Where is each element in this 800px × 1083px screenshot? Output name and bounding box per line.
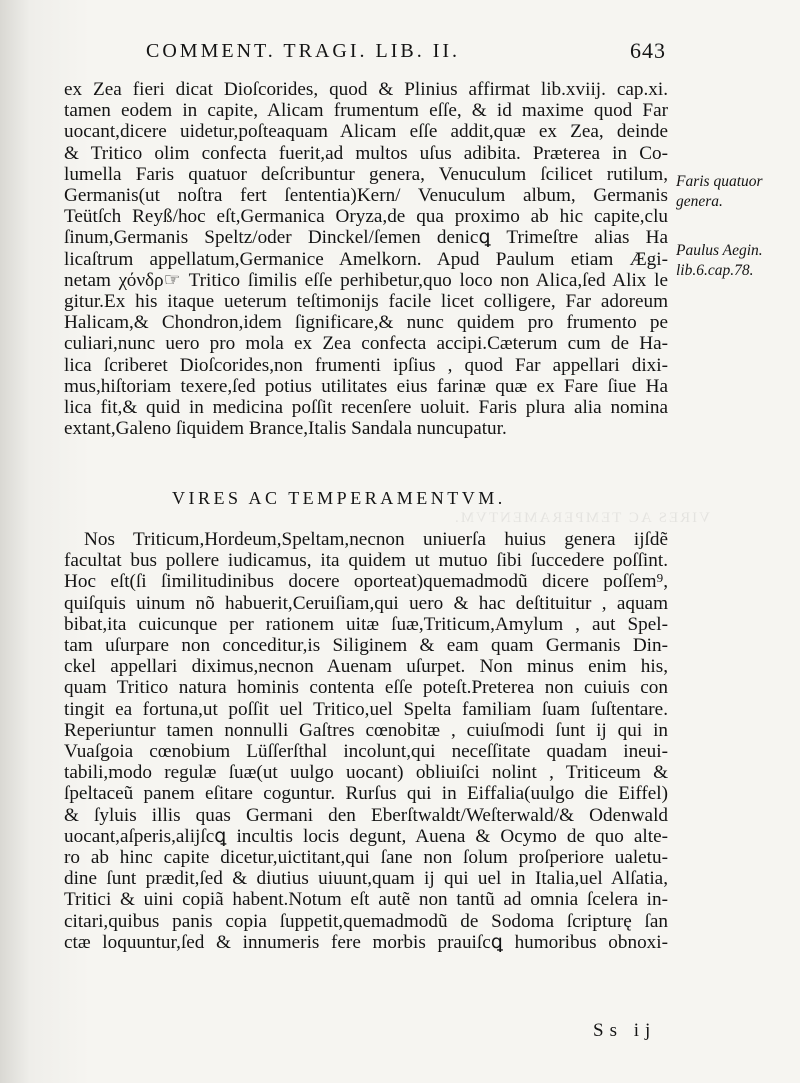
text-line: lumella Faris quatuor deſcribuntur genera, Venuculum ſcilicet rutilum, bbox=[64, 163, 668, 185]
text-line: mus,hiſtoriam texere,ſed potius utilitates eius farinæ quæ ex Fare ſiue Ha bbox=[64, 375, 668, 397]
section-heading: VIRES AC TEMPERAMENTVM. bbox=[172, 488, 506, 508]
text-line: licaſtrum appellatum,Germanice Amelkorn. Apud Paulum etiam Ægi- bbox=[64, 248, 668, 270]
text-line: ckel appellari diximus,necnon Auenam uſurpet. Non minus enim his, bbox=[64, 656, 668, 678]
text-line: & ſyluis illis quas Germani den Eberſtwaldt/Weſterwald/& Odenwald bbox=[64, 804, 668, 826]
text-line: uocant,dicere uidetur,poſteaquam Alicam eſſe addit,quæ ex Zea, deinde bbox=[64, 121, 668, 143]
text-line: dine ſunt prædit,ſed & diutius uiuunt,quam ij qui uel in Italia,uel Alſatia, bbox=[64, 868, 668, 890]
text-line: ſinum,Germanis Speltz/oder Dinckel/ſemen denicꝗ Trimeſtre alias Ha bbox=[64, 227, 668, 249]
catchword-signature: Ss ij bbox=[593, 1020, 657, 1041]
text-line: Halicam,& Chondron,idem ſignificare,& nunc quidem pro frumento pe bbox=[64, 312, 668, 334]
bleed-through-shadow: VIRES AC TEMPERAMENTVM. bbox=[453, 510, 710, 526]
margin-note-line: Paulus Aegin. bbox=[676, 242, 763, 259]
text-line: citari,quibus panis copia ſuppetit,quemadmodũ de Sodoma ſcripturę ſan bbox=[64, 910, 668, 932]
text-line: quiſquis uinum nõ habuerit,Ceruiſiam,qui uero & hac deſtituitur , aquam bbox=[64, 592, 668, 614]
text-line: gitur.Ex his itaque ueterum teſtimonijs facile licet colligere, Far adoreum bbox=[64, 291, 668, 313]
text-line: bibat,ita cuicunque per rationem uitæ ſuæ,Triticum,Amylum , aut Spel- bbox=[64, 613, 668, 635]
margin-note-line: Faris quatuor bbox=[676, 173, 763, 190]
text-line: culiari,nunc uero pro mola ex Zea confecta accipi.Cæterum cum de Ha- bbox=[64, 333, 668, 355]
margin-note-paulus bbox=[676, 241, 796, 281]
margin-note-line: genera. bbox=[676, 193, 723, 210]
running-header bbox=[146, 40, 666, 70]
text-line: ſpeltaceũ panem eſitare coguntur. Rurſus qui in Eiffalia(uulgo die Eiffel) bbox=[64, 783, 668, 805]
text-line: facultat bus pollere iudicamus, ita quidem ut mutuo ſibi ſuccedere poſſint. bbox=[64, 550, 668, 572]
text-line: Germanis(ut noſtra fert ſententia)Kern/ Venuculum album, Germanis bbox=[64, 185, 668, 207]
page-number: 643 bbox=[630, 38, 666, 63]
text-line: lica ſcriberet Dioſcorides,non frumenti ipſius , quod Far appellari dixi- bbox=[64, 354, 668, 376]
text-line: Teütſch Reyß/hoc eſt,Germanica Oryza,de qua proximo ab hic capite,clu bbox=[64, 206, 668, 228]
text-line: & Tritico olim confecta fuerit,ad multos uſus adibita. Præterea in Co- bbox=[64, 142, 668, 164]
text-line: netam χόνδρ☞ Tritico ſimilis eſſe perhibetur,quo loco non Alica,ſed Alix le bbox=[64, 269, 668, 291]
text-line: ex Zea fieri dicat Dioſcorides, quod & Plinius affirmat lib.xviij. cap.xi. bbox=[64, 79, 668, 100]
margin-note-faris bbox=[676, 172, 796, 212]
paragraph-1 bbox=[64, 79, 668, 439]
text-line: Tritici & uini copiã habent.Notum eſt autẽ non tantũ ad omnia ſcelera in- bbox=[64, 889, 668, 911]
paragraph-2 bbox=[64, 529, 668, 953]
margin-note-line: lib.6.cap.78. bbox=[676, 262, 754, 279]
text-line: tabili,modo regulæ ſuæ(ut uulgo uocant) obliuiſci nolint , Triticeum & bbox=[64, 762, 668, 784]
text-line: ctæ loquuntur,ſed & innumeris fere morbis prauiſcꝗ humoribus obnoxi- bbox=[64, 931, 668, 953]
text-line: quam Tritico natura hominis contenta eſſe poteſt.Preterea non cuiuis con bbox=[64, 677, 668, 699]
text-line: uocant,aſperis,alijſcꝗ incultis locis degunt, Auena & Ocymo de quo alte- bbox=[64, 825, 668, 847]
text-line: extant,Galeno ſiquidem Brance,Italis Sandala nuncupatur. bbox=[64, 418, 507, 440]
text-line: tingit ea fortuna,ut poſſit uel Tritico,uel Spelta familiam ſuam ſuſtentare. bbox=[64, 698, 668, 720]
text-line: lica fit,& quid in medicina poſſit recenſere uoluit. Faris plura alia nomina bbox=[64, 397, 668, 419]
text-line: tamen eodem in capite, Alicam frumentum eſſe, & id maxime quod Far bbox=[64, 100, 668, 122]
text-line: Reperiuntur tamen nonnulli Gaſtres cœnobitæ , cuiuſmodi ſunt ij qui in bbox=[64, 719, 668, 741]
text-line: ro ab hinc capite dicetur,uictitant,qui ſane non ſolum proſperiore ualetu- bbox=[64, 847, 668, 869]
text-line: Vuaſgoia cœnobium Lüſſerſthal incolunt,qui neceſſitate quadam ineui- bbox=[64, 741, 668, 763]
text-line: tam uſurpare non conceditur,is Siliginem & eam quam Germanis Din- bbox=[64, 635, 668, 657]
text-line: Nos Triticum,Hordeum,Speltam,necnon uniuerſa huius genera ijſdẽ bbox=[84, 529, 668, 550]
running-title: COMMENT. TRAGI. LIB. II. bbox=[146, 40, 461, 62]
text-line: Hoc eſt(ſi ſimilitudinibus docere oporteat)quemadmodũ dicere poſſem⁹, bbox=[64, 571, 668, 593]
